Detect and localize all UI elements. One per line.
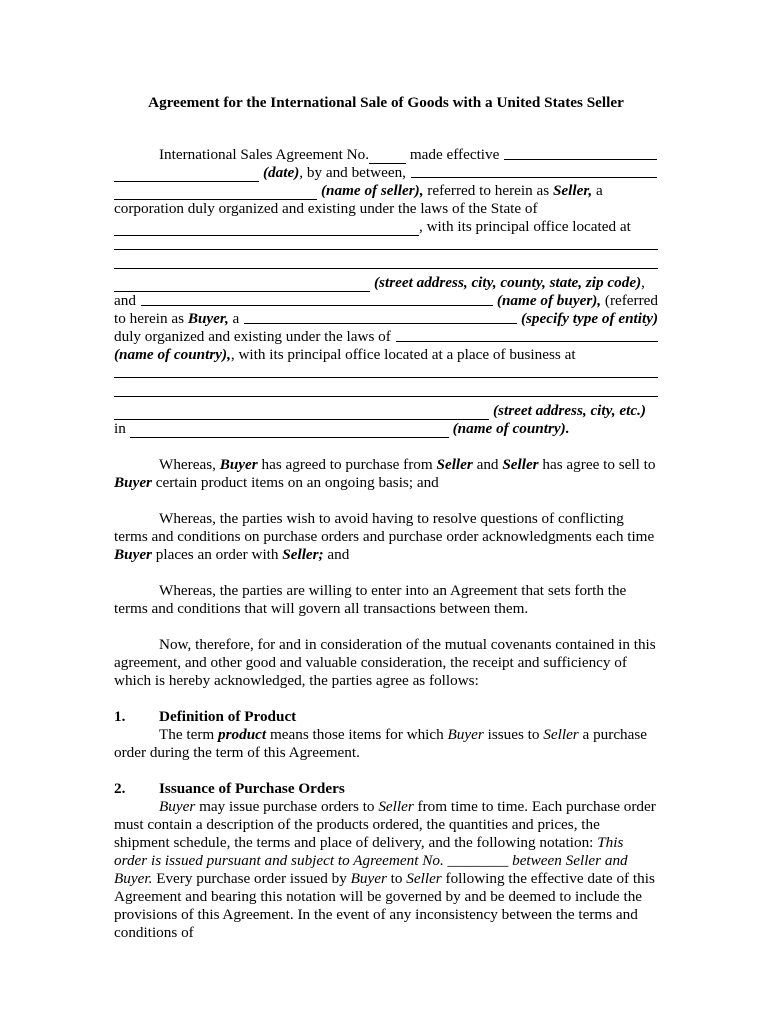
- agreement-number-blank: [369, 150, 406, 164]
- buyer-name-blank: [141, 305, 493, 306]
- intro-line-5: , with its principal office located at: [114, 218, 658, 236]
- country-laws-blank: [396, 341, 658, 342]
- intro-paragraph: [114, 146, 658, 438]
- section-1-heading: 1. Definition of Product: [114, 708, 297, 725]
- document-title: Agreement for the International Sale of Goods with a United States Seller: [148, 94, 624, 111]
- state-blank: [114, 222, 419, 236]
- entity-type-blank: [244, 323, 517, 324]
- between-blank: [411, 177, 657, 178]
- intro-line-11: duly organized and existing under the laws of: [114, 328, 658, 346]
- section-1-body: The term product means those items for which Buyer issues to Seller a purchase order during the term of this Agreement.: [114, 726, 648, 761]
- intro-line-1: International Sales Agreement No. made effective: [114, 146, 658, 164]
- date-blank: [114, 168, 259, 182]
- seller-address-blank: [114, 278, 370, 292]
- intro-line-15: (street address, city, etc.): [114, 402, 658, 420]
- section-2-body: Buyer may issue purchase orders to Seller from time to time. Each purchase order must contain a description of the products ordered, the quantities and prices, the shipment schedule, the terms and place of delivery, and the following notation: This order is issued pursuant and subject to Agreement No. ________ between Seller and Buyer. Every purchase order issued by Buyer to Seller following the effective date of this Agreement and bearing this notation will be governed by and be deemed to include the provisions of this Agreement. In the event of any inconsistency between the terms and conditions of: [114, 798, 656, 941]
- now-therefore-paragraph: Now, therefore, for and in consideration of the mutual covenants contained in this agreement, and other good and valuable consideration, the receipt and sufficiency of which is hereby acknowledged, the parties agree as follows:: [114, 636, 656, 689]
- intro-line-9: and (name of buyer), (referred: [114, 292, 658, 309]
- intro-line-2: (date) , by and between,: [114, 164, 658, 182]
- buyer-country-blank: [130, 424, 449, 438]
- intro-line-12: (name of country),, with its principal office located at a place of business at: [114, 346, 576, 363]
- document-page: [114, 88, 658, 960]
- section-1: [114, 708, 658, 762]
- buyer-address-blank: [114, 406, 489, 420]
- intro-line-10: to herein as Buyer, a (specify type of entity): [114, 310, 658, 327]
- section-2: [114, 780, 658, 942]
- whereas-paragraph-2: Whereas, the parties wish to avoid having to resolve questions of conflicting terms and conditions on purchase orders and purchase order acknowledgments each time Buyer places an order with Seller; and: [114, 510, 655, 563]
- section-2-heading: 2. Issuance of Purchase Orders: [114, 780, 345, 797]
- seller-name-blank: [114, 186, 317, 200]
- whereas-paragraph-1: Whereas, Buyer has agreed to purchase from Seller and Seller has agree to sell to Buyer certain product items on an ongoing basis; and: [114, 456, 656, 491]
- address-line-blank: [114, 378, 658, 397]
- effective-date-blank: [504, 159, 657, 160]
- intro-line-16: in (name of country) .: [114, 420, 570, 437]
- intro-line-4: corporation duly organized and existing under the laws of the State of: [114, 200, 538, 217]
- intro-line-3: (name of seller) , referred to herein as Seller, a: [114, 182, 658, 200]
- whereas-paragraph-3: Whereas, the parties are willing to enter into an Agreement that sets forth the terms and conditions that will govern all transactions between them.: [114, 582, 627, 617]
- intro-line-8: (street address, city, county, state, zip code) ,: [114, 274, 658, 292]
- address-line-blank: [114, 250, 658, 269]
